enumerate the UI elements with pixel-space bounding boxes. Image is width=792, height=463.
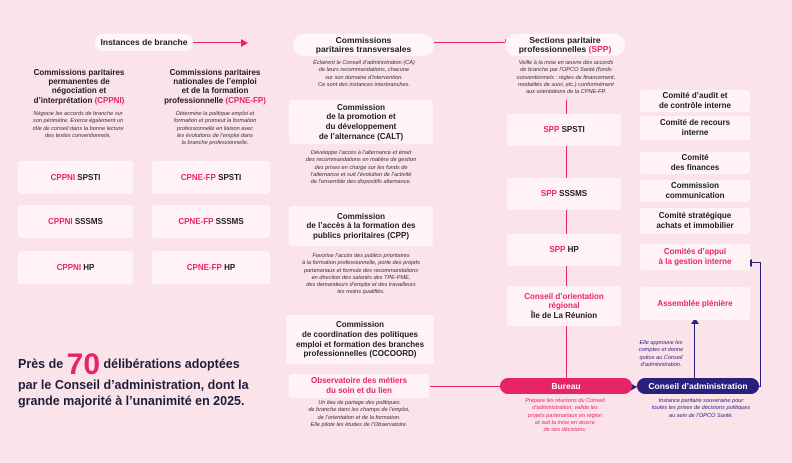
desc-line: des prises en charge sur les fonds de [314, 164, 408, 171]
cpnefp-description [150, 111, 280, 147]
box-name: SSSMS [74, 216, 103, 226]
spp-sssms-box[interactable] [507, 178, 621, 210]
desc-line: Un lieu de partage des politiques [318, 400, 400, 406]
title-line: publics prioritaires (CPP) [312, 230, 410, 240]
cpt-header-line: Commissions [335, 34, 392, 45]
desc-line: la branche professionnelle. [181, 140, 249, 147]
desc-line: conventionnels : règles de financement, [516, 74, 616, 81]
desc-line: Elle approuve les [639, 340, 683, 346]
stat-text: adoptées par le Conseil d’administration, dont la grande majorité à l’unanimité en 2025. [18, 357, 249, 409]
cpt-description [286, 60, 442, 89]
title-line: et de la formation [181, 86, 249, 96]
calt-description [280, 150, 442, 186]
cpp-box[interactable] [289, 206, 433, 246]
box-name: SSSMS [559, 189, 588, 199]
connector-line [190, 42, 242, 43]
cppni-title [18, 68, 140, 105]
desc-line: Développe l’accès à l’alternance et émet [310, 150, 412, 156]
spp-abbr: (SPP) [588, 44, 612, 54]
title-line: Commission [335, 320, 384, 330]
desc-line: Ce sont des instances interbranches. [317, 81, 411, 88]
title-line: de l’alternance (CALT) [318, 131, 404, 141]
title-line: achats et immobilier [656, 221, 734, 230]
desc-line: Prépare les réunions du Conseil [525, 398, 605, 404]
desc-line: d’administration. [640, 361, 682, 368]
comites-appui-box[interactable] [640, 244, 750, 270]
desc-line: des textes conventionnels. [45, 132, 111, 139]
desc-line: sur son domaine d’intervention. [325, 74, 403, 81]
calt-box[interactable] [289, 100, 433, 144]
desc-line: Instance paritaire souveraine pour [658, 398, 744, 404]
title-line: permanentes de [48, 77, 110, 87]
desc-line: de l’orientation et de la formation. [317, 414, 401, 421]
cppni-description [14, 111, 142, 140]
comite-recours-box[interactable] [640, 116, 750, 140]
desc-line: Elle pilote les études de l’Observatoire. [310, 421, 408, 428]
cppni-spsti-box[interactable] [18, 161, 133, 194]
box-name: HP [567, 245, 579, 255]
conseil-administration-bar[interactable]: Conseil d’administration [637, 378, 759, 394]
cpnefp-spsti-box[interactable] [152, 161, 270, 194]
box-code: CPPNI [56, 262, 82, 272]
spp-header-line [519, 45, 612, 54]
desc-line: Favorise l’accès des publics prioritaires [312, 253, 410, 259]
title-line: Comité d’audit et [662, 91, 728, 101]
desc-line: son périmètre. Exerce également un [32, 118, 124, 125]
title-line: Commission [336, 102, 385, 112]
desc-line: de ses décisions. [543, 427, 587, 434]
cppni-abbr: (CPPNI) [94, 95, 125, 105]
cpt-header-line: paritaires transversales [315, 44, 412, 54]
title-line: du développement [325, 122, 397, 131]
cpnefp-abbr: (CPNE-FP) [225, 95, 266, 105]
title-line: interne [681, 128, 709, 137]
spp-header-line: Sections paritaire [529, 34, 601, 45]
observatoire-description [286, 400, 432, 429]
desc-line: comptes et donne [638, 347, 684, 354]
desc-line: l’alternance et suit l’évolution de l’activité [310, 171, 412, 178]
observatoire-box[interactable] [289, 374, 429, 398]
spp-spsti-box[interactable] [507, 114, 621, 146]
comite-finances-box[interactable] [640, 152, 750, 174]
title-line: Comité stratégique [658, 211, 732, 221]
bureau-bar[interactable]: Bureau [500, 378, 632, 394]
cpnefp-hp-box[interactable] [152, 251, 270, 284]
title-line [152, 96, 278, 105]
spp-header [505, 34, 625, 56]
desc-line: professionnelle en liaison avec [176, 125, 254, 132]
desc-line: rôle de conseil dans la bonne lecture [32, 125, 124, 132]
stat-text: Près de [18, 357, 64, 371]
desc-line: Détermine la politique emploi et [175, 111, 255, 117]
cpnefp-sssms-box[interactable] [152, 205, 270, 238]
cocoord-box[interactable] [286, 315, 434, 364]
connector-line [694, 321, 695, 379]
box-code: CPNE-FP [180, 172, 216, 182]
desc-line: projets partenariaux en région [527, 412, 603, 419]
title-line: Observatoire des métiers [310, 376, 408, 386]
title-line: négociation et [51, 86, 107, 96]
title-line: Commissions paritaires [169, 68, 261, 77]
desc-line: au sein de l’OPCO Santé. [668, 412, 734, 419]
box-code: CPPNI [50, 172, 76, 182]
stat-number: 70 [66, 348, 101, 381]
assemblee-pleniere-box[interactable]: Assemblée plénière [640, 287, 750, 320]
title-line: de l’accès à la formation des [306, 221, 416, 231]
deliberations-statistic [18, 348, 258, 410]
desc-line: formation et promeut la formation [173, 118, 257, 125]
instances-branche-header: Instances de branche [95, 34, 193, 51]
desc-line: les évolutions de l’emploi dans [177, 132, 253, 139]
title-line: de contrôle interne [658, 101, 731, 110]
spp-header-text: professionnelles [518, 44, 587, 54]
title-line: à la gestion interne [658, 257, 732, 266]
conseil-orientation-box[interactable] [507, 286, 621, 326]
stat-text: délibérations [103, 357, 182, 371]
desc-line: de branche dans les champs de l’emploi, [308, 407, 410, 414]
title-line: régional [548, 301, 580, 311]
desc-line: les moins qualifiés. [337, 289, 385, 296]
title-line: Comités d’appui [663, 247, 727, 257]
desc-line: quitus au Conseil [639, 354, 683, 361]
desc-line: Éclairent le Conseil d’administration (CA) [313, 60, 415, 66]
commission-communication-box[interactable] [640, 180, 750, 202]
desc-line: d’administration, valide les [532, 405, 598, 412]
desc-line: Veille à la mise en œuvre des accords [518, 60, 614, 66]
title-line: emploi et formation des branches [295, 339, 425, 349]
title-line: communication [665, 191, 725, 200]
box-name: SSSMS [215, 216, 244, 226]
bureau-description [494, 398, 636, 434]
desc-line: partenariaux et formule des recommandations [303, 267, 419, 274]
title-line: du soin et du lien [326, 386, 392, 395]
spp-description [496, 60, 636, 96]
box-name: SPSTI [77, 172, 101, 182]
box-code: SPP [549, 245, 566, 255]
comite-strategique-box[interactable] [640, 208, 750, 234]
box-code: CPNE-FP [186, 262, 222, 272]
title-line: de la promotion et [326, 112, 396, 122]
cpt-header [293, 34, 434, 56]
title-line [18, 96, 140, 105]
box-name: SPSTI [218, 172, 242, 182]
title-text: professionnelle [164, 95, 224, 105]
title-line: Comité de recours [659, 118, 731, 128]
connector-line [434, 42, 506, 43]
arrow-right-icon [241, 39, 248, 47]
cpp-description [280, 253, 442, 297]
comite-audit-box[interactable] [640, 90, 750, 112]
box-code: CPNE-FP [178, 216, 214, 226]
title-line: professionnelles (COCOORD) [303, 349, 417, 359]
conseil-subtitle: Île de La Réunion [530, 310, 598, 320]
assemblee-description [630, 340, 692, 369]
cppni-hp-box[interactable] [18, 251, 133, 284]
cpnefp-title [152, 68, 278, 105]
title-line: de coordination des politiques [301, 329, 418, 339]
spp-hp-box[interactable] [507, 234, 621, 266]
title-line: Commission [336, 211, 385, 221]
desc-line: toutes les prises de décisions politiques [651, 405, 751, 412]
desc-line: à la formation professionnelle, porte des projets [302, 260, 420, 267]
title-text: d’interprétation [33, 95, 93, 105]
desc-line: et suit la mise en œuvre [535, 419, 595, 426]
box-name: SPSTI [561, 125, 585, 135]
title-line: des finances [670, 163, 720, 172]
desc-line: de leurs recommandations, chacune [318, 67, 410, 74]
title-line: nationales de l’emploi [173, 77, 257, 87]
box-name: HP [83, 262, 95, 272]
desc-line: Négocie les accords de branche sur [33, 111, 123, 117]
box-name: HP [224, 262, 236, 272]
desc-line: modalités de suivi, etc.) conformément [518, 81, 614, 88]
box-code: SPP [543, 125, 560, 135]
connector-line [752, 262, 760, 263]
title-line: Commission [670, 181, 719, 191]
connector-line [760, 262, 761, 386]
title-line: Comité [681, 153, 709, 163]
conseil-administration-description [626, 398, 776, 420]
desc-line: de l’ensemble des dispositifs alternance. [310, 179, 412, 186]
box-code: CPPNI [48, 216, 73, 226]
connector-line [430, 386, 500, 387]
desc-line: de branche par l’OPCO Santé (fonds [520, 67, 612, 74]
desc-line: en direction des salariés des TPE-PME, [311, 274, 411, 281]
box-code: SPP [540, 189, 557, 199]
desc-line: aux orientations de la CPNE-FP. [525, 89, 607, 96]
desc-line: des demandeurs d’emploi et des travailleurs [306, 282, 416, 289]
desc-line: des recommandations en matière de gestion [305, 157, 417, 164]
title-line: Conseil d’orientation [524, 291, 604, 301]
title-line: Commissions paritaires [33, 68, 125, 77]
cppni-sssms-box[interactable] [18, 205, 133, 238]
